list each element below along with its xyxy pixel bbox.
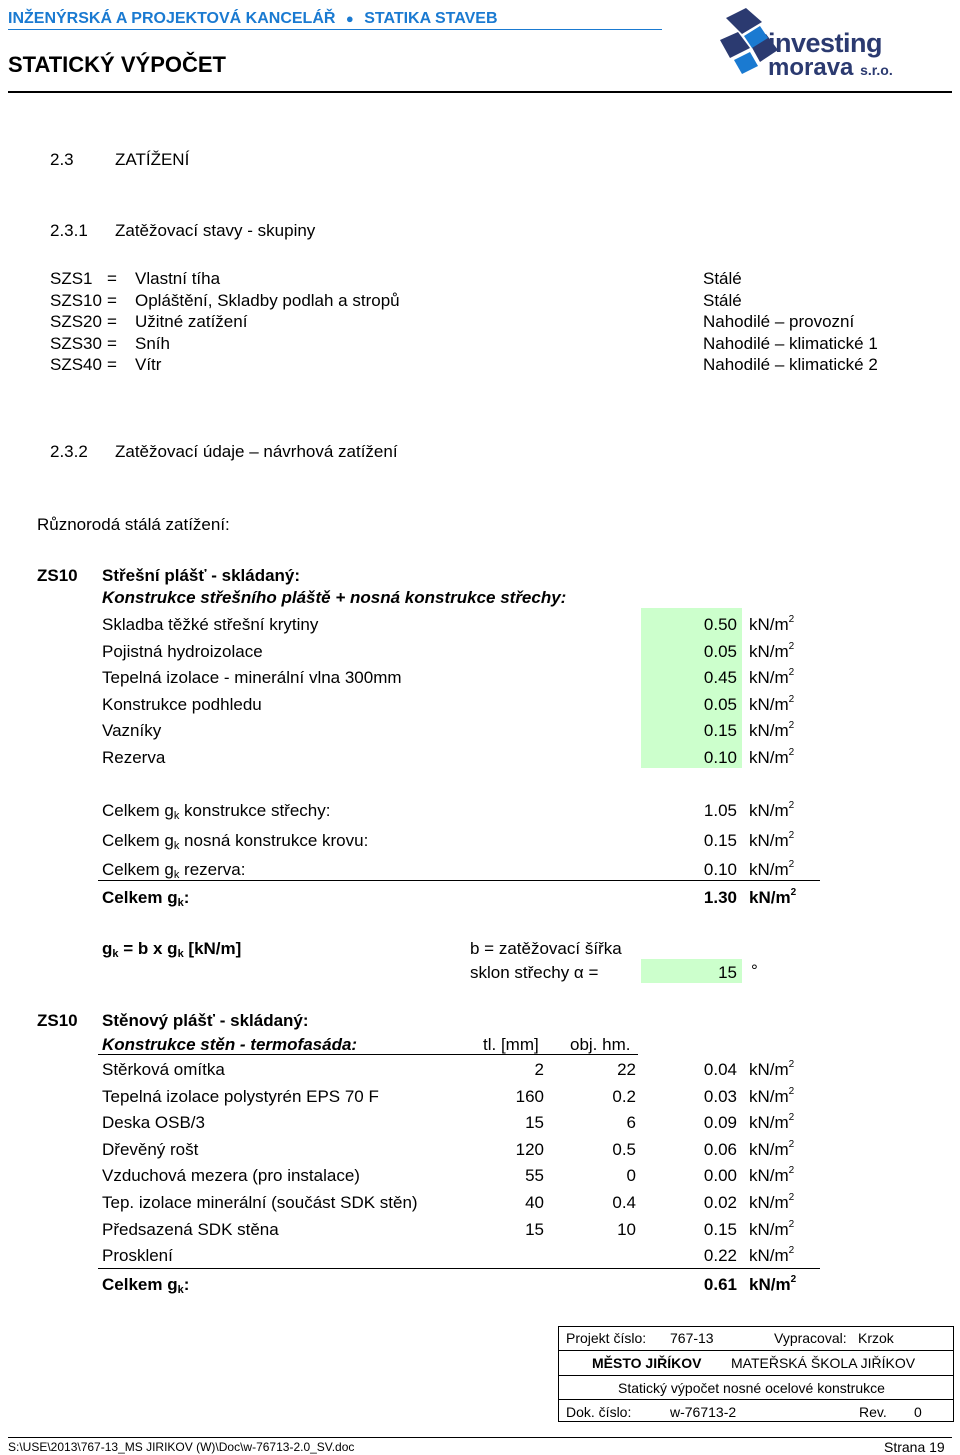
- wall-item-thickness: 15: [525, 1219, 544, 1239]
- total-prefix: Celkem g: [102, 860, 174, 879]
- roof-total-value: 0.10: [703, 860, 737, 879]
- load-group-type: Stálé: [703, 290, 742, 310]
- unit-exponent: 2: [788, 1085, 795, 1097]
- logo-morava: morava: [768, 54, 854, 81]
- roof-item-value: 0.50: [703, 615, 737, 634]
- roof-item-name: Pojistná hydroizolace: [102, 641, 263, 661]
- wall-item-thickness: 2: [534, 1060, 544, 1079]
- width-description: b = zatěžovací šířka: [470, 939, 622, 958]
- total-subscript: k: [173, 839, 180, 852]
- col-thickness: tl. [mm]: [483, 1035, 539, 1054]
- wall-item-value: 0.22: [703, 1246, 737, 1266]
- wall-item-density: 22: [617, 1060, 636, 1079]
- roof-item-name: Skladba těžké střešní krytiny: [102, 615, 319, 634]
- wall-item-thickness: 15: [525, 1113, 544, 1133]
- unit-label: [749, 668, 794, 688]
- wall-header-rule: [98, 1054, 638, 1055]
- slope-value: 15: [718, 963, 737, 982]
- wall-code: ZS10: [37, 1011, 78, 1030]
- load-group-type: Nahodilé – klimatické 2: [703, 355, 878, 374]
- subsection-title: Zatěžovací stavy - skupiny: [115, 221, 316, 240]
- load-group-eq: =: [107, 355, 117, 374]
- unit-label: [749, 1166, 794, 1186]
- logo-text-investing: investing: [768, 28, 883, 58]
- unit-label: [749, 721, 794, 741]
- wall-item-name: Vzduchová mezera (pro instalace): [102, 1166, 360, 1186]
- wall-item-density: 0.4: [612, 1193, 636, 1212]
- unit-text: kN/m: [749, 860, 789, 879]
- unit-text: kN/m: [749, 615, 789, 634]
- page-title: STATICKÝ VÝPOČET: [8, 52, 226, 77]
- roof-total-label: [102, 801, 330, 821]
- wall-item-name: Dřevěný rošt: [102, 1139, 199, 1159]
- load-group-code: SZS20: [50, 312, 102, 331]
- load-group-eq: =: [107, 312, 117, 331]
- unit-exponent: 2: [788, 614, 795, 625]
- unit-exponent: 2: [788, 667, 795, 678]
- rev-label: Rev.: [859, 1404, 887, 1420]
- unit-exponent: 2: [788, 800, 795, 811]
- wall-grand-label: Celkem gk:: [102, 1275, 190, 1296]
- roof-item-name: Tepelná izolace - minerální vlna 300mm: [102, 668, 402, 687]
- unit-text: kN/m: [749, 801, 789, 820]
- unit-text: kN/m: [749, 694, 789, 714]
- unit-label: [749, 801, 794, 821]
- wall-total-rule: [98, 1268, 820, 1269]
- load-group-name: Opláštění, Skladby podlah a stropů: [135, 290, 400, 310]
- roof-item-value: 0.10: [703, 747, 737, 767]
- unit-text: kN/m: [749, 747, 789, 767]
- roof-item-value: 0.05: [703, 694, 737, 714]
- slope-label: sklon střechy α =: [470, 963, 599, 982]
- load-group-eq: =: [107, 290, 117, 310]
- roof-code: ZS10: [37, 566, 78, 585]
- roof-subtitle: Konstrukce střešního pláště + nosná konstrukce střechy:: [102, 588, 567, 607]
- wall-item-value: 0.15: [703, 1219, 737, 1239]
- load-group-eq: =: [107, 333, 117, 353]
- unit-exponent: 2: [788, 640, 795, 652]
- wall-grand-value: 0.61: [703, 1275, 737, 1294]
- unit-label: [749, 695, 794, 715]
- title-block-rule3: [558, 1399, 953, 1400]
- load-formula: gk = b x gk [kN/m]: [102, 939, 242, 960]
- wall-item-name: Tepelná izolace polystyrén EPS 70 F: [102, 1086, 379, 1106]
- unit-exponent: 2: [788, 1245, 795, 1257]
- wall-item-name: Předsazená SDK stěna: [102, 1219, 279, 1239]
- title-block-rule2: [558, 1375, 953, 1376]
- wall-item-value: 0.04: [703, 1060, 737, 1079]
- wall-item-thickness: 120: [515, 1139, 544, 1159]
- unit-exponent: 2: [788, 1165, 795, 1177]
- wall-item-name: Prosklení: [102, 1246, 173, 1266]
- wall-grand-unit: $kN/m^2$: [749, 1274, 797, 1294]
- total-subscript: k: [173, 869, 180, 881]
- unit-exponent: 2: [788, 1218, 795, 1230]
- wall-item-density: 0.2: [612, 1086, 636, 1106]
- service-name: STATIKA STAVEB: [364, 10, 498, 27]
- roof-item-value: 0.15: [703, 721, 737, 740]
- total-suffix: konstrukce střechy:: [179, 801, 331, 820]
- unit-text: kN/m: [749, 641, 789, 661]
- page-number: Strana 19: [884, 1439, 945, 1455]
- subsection2-number: 2.3.2: [50, 442, 88, 461]
- unit-text: kN/m: [749, 668, 789, 687]
- roof-item-value: 0.05: [703, 641, 737, 661]
- unit-exponent: 2: [788, 829, 795, 841]
- unit-label: [749, 1113, 794, 1133]
- load-group-code: SZS10: [50, 290, 102, 310]
- doc-number: w-76713-2: [670, 1404, 737, 1420]
- unit-label: [749, 1060, 794, 1080]
- wall-item-name: Stěrková omítka: [102, 1060, 225, 1079]
- load-group-type: Nahodilé – provozní: [703, 312, 855, 331]
- wall-item-density: 0.5: [612, 1139, 636, 1159]
- office-header: [8, 10, 498, 28]
- wall-item-density: 6: [626, 1113, 636, 1133]
- unit-label: [749, 1087, 794, 1107]
- wall-item-value: 0.09: [703, 1113, 737, 1133]
- wall-item-density: 10: [617, 1219, 636, 1239]
- file-path: S:\USE\2013\767-13_MS JIRIKOV (W)\Doc\w-76713-2.0_SV.doc: [8, 1440, 355, 1454]
- unit-text: kN/m: [749, 1086, 789, 1106]
- roof-grand-label: Celkem gk:: [102, 888, 190, 909]
- total-suffix: rezerva:: [179, 860, 246, 879]
- footer-rule: [8, 1437, 952, 1438]
- roof-item-name: Vazníky: [102, 721, 162, 740]
- header-underline: [8, 29, 662, 30]
- roof-total-label: [102, 860, 245, 880]
- roof-total-value: 0.15: [703, 830, 737, 850]
- unit-exponent: 2: [788, 859, 795, 870]
- town-name: MĚSTO JIŘÍKOV: [592, 1355, 702, 1371]
- roof-item-name: Konstrukce podhledu: [102, 694, 262, 714]
- load-group-name: Vítr: [135, 355, 162, 374]
- load-group-name: Sníh: [135, 333, 170, 353]
- wall-item-value: 0.06: [703, 1139, 737, 1159]
- load-group-code: SZS30: [50, 333, 102, 353]
- wall-item-density: 0: [626, 1166, 636, 1186]
- wall-item-value: 0.03: [703, 1086, 737, 1106]
- unit-label: [749, 1193, 794, 1213]
- unit-text: kN/m: [749, 1113, 789, 1133]
- total-prefix: Celkem g: [102, 830, 174, 850]
- total-subscript: k: [173, 810, 180, 822]
- unit-text: kN/m: [749, 1246, 789, 1266]
- subsection2-title: Zatěžovací údaje – návrhová zatížení: [115, 442, 398, 461]
- roof-total-rule: [98, 880, 820, 881]
- roof-item-name: Rezerva: [102, 747, 166, 767]
- unit-exponent: 2: [788, 1138, 795, 1150]
- unit-label: [749, 1140, 794, 1160]
- wall-item-value: 0.00: [703, 1166, 737, 1186]
- roof-total-value: 1.05: [703, 801, 737, 820]
- load-group-eq: =: [107, 269, 117, 288]
- load-group-name: Užitné zatížení: [135, 312, 248, 331]
- author-name: Krzok: [858, 1330, 894, 1346]
- bullet-icon: ●: [345, 11, 354, 26]
- unit-exponent: 2: [788, 693, 795, 705]
- logo-sro: s.r.o.: [860, 62, 893, 78]
- load-group-code: SZS1: [50, 269, 93, 288]
- roof-title: Střešní plášť - skládaný:: [102, 566, 301, 585]
- document-description: Statický výpočet nosné ocelové konstrukce: [618, 1380, 885, 1396]
- unit-label: [749, 748, 794, 768]
- load-group-name: Vlastní tíha: [135, 269, 221, 288]
- unit-text: kN/m: [749, 1193, 789, 1212]
- header-rule: [8, 91, 952, 93]
- roof-grand-value: 1.30: [703, 888, 737, 907]
- unit-text: kN/m: [749, 1219, 789, 1239]
- total-prefix: Celkem g: [102, 801, 174, 820]
- unit-label: [749, 615, 794, 635]
- author-label: Vypracoval:: [774, 1330, 847, 1346]
- unit-exponent: 2: [788, 1192, 795, 1203]
- doc-label: Dok. číslo:: [566, 1404, 632, 1420]
- roof-item-value: 0.45: [703, 668, 737, 687]
- unit-label: [749, 860, 794, 880]
- unit-text: kN/m: [749, 721, 789, 740]
- load-group-type: Stálé: [703, 269, 742, 288]
- logo-text-morava: [768, 54, 893, 82]
- wall-item-name: Tep. izolace minerální (součást SDK stěn): [102, 1193, 418, 1212]
- unit-label: [749, 831, 794, 851]
- roof-grand-unit: $kN/m^2$: [749, 887, 797, 907]
- unit-exponent: 2: [788, 720, 795, 731]
- unit-text: kN/m: [749, 830, 789, 850]
- rev-number: 0: [914, 1404, 922, 1420]
- total-suffix: nosná konstrukce krovu:: [179, 830, 369, 850]
- degree-symbol: °: [751, 961, 758, 980]
- wall-item-thickness: 55: [525, 1166, 544, 1186]
- title-block-rule1: [558, 1350, 953, 1351]
- unit-label: [749, 642, 794, 662]
- unit-exponent: 2: [788, 1112, 795, 1124]
- load-group-code: SZS40: [50, 355, 102, 374]
- unit-text: kN/m: [749, 1060, 789, 1079]
- subsection-number: 2.3.1: [50, 221, 88, 240]
- project-label: Projekt číslo:: [566, 1330, 647, 1346]
- wall-item-value: 0.02: [703, 1193, 737, 1212]
- wall-item-thickness: 160: [515, 1086, 544, 1106]
- col-density: obj. hm.: [570, 1035, 631, 1054]
- wall-item-thickness: 40: [525, 1193, 544, 1212]
- unit-label: [749, 1246, 794, 1266]
- office-name: INŽENÝRSKÁ A PROJEKTOVÁ KANCELÁŘ: [8, 10, 336, 27]
- unit-label: [749, 1220, 794, 1240]
- unit-text: kN/m: [749, 1139, 789, 1159]
- unit-text: kN/m: [749, 1166, 789, 1186]
- unit-exponent: 2: [788, 746, 795, 758]
- wall-title: Stěnový plášť - skládaný:: [102, 1011, 309, 1030]
- project-number: 767-13: [670, 1330, 714, 1346]
- school-name: MATEŘSKÁ ŠKOLA JIŘÍKOV: [731, 1355, 916, 1371]
- unit-exponent: 2: [788, 1059, 795, 1070]
- section-title: ZATÍŽENÍ: [115, 150, 190, 169]
- wall-item-name: Deska OSB/3: [102, 1113, 205, 1133]
- wall-subtitle: Konstrukce stěn - termofasáda:: [102, 1035, 358, 1054]
- roof-total-label: [102, 831, 368, 851]
- section-number: 2.3: [50, 150, 74, 169]
- various-loads-heading: Různorodá stálá zatížení:: [37, 515, 230, 534]
- load-group-type: Nahodilé – klimatické 1: [703, 333, 878, 353]
